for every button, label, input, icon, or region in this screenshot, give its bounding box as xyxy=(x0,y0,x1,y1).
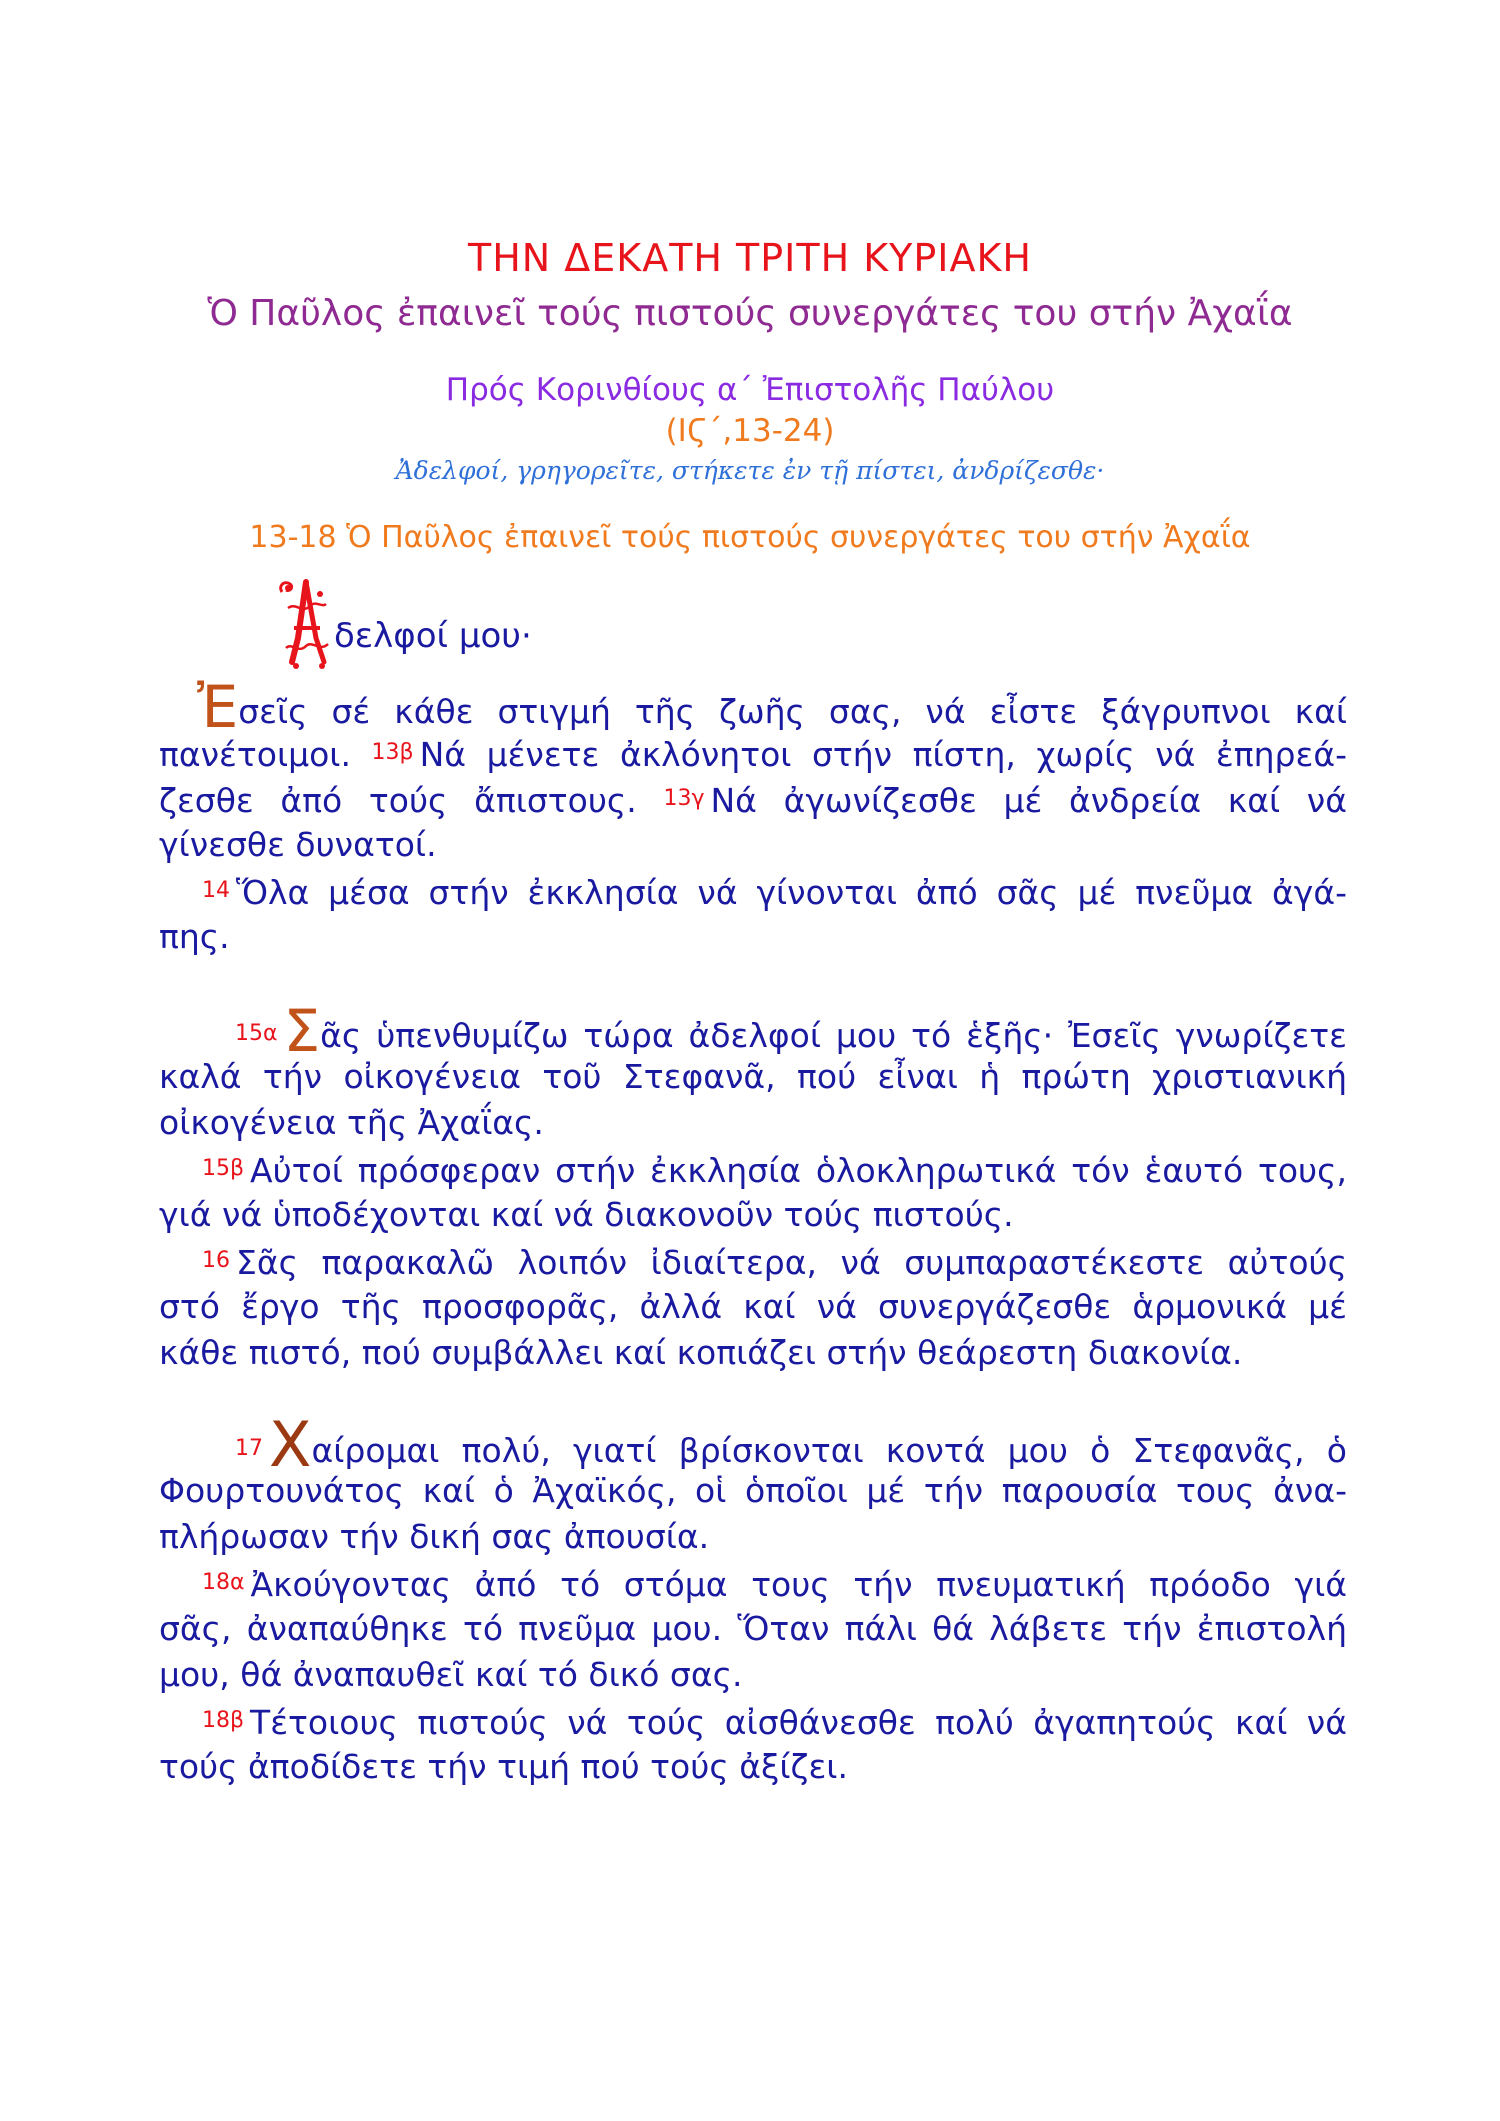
verse-number: 17 xyxy=(235,1436,263,1461)
text-line xyxy=(159,730,1347,776)
text-line xyxy=(159,776,1347,822)
text-line xyxy=(159,1408,1347,1481)
text-line xyxy=(159,1698,1347,1744)
line-text: ᾶς ὑπενθυμίζω τώρα ἀδελφοί μου τό ἑξῆς· Ἐσεῖς γνωρίζετε xyxy=(320,1016,1347,1055)
text-line: πλήρωσαν τήν δική σας ἀπουσία. xyxy=(159,1517,710,1556)
text-line: κάθε πιστό, πού συμβάλλει καί κοπιάζει στήν θεάρεστη διακονία. xyxy=(159,1333,1243,1372)
drop-cap: Χ xyxy=(269,1408,312,1481)
chapter-reference: (ΙϚ΄,13-24) xyxy=(665,413,835,449)
text-line: καλά τήν οἰκογένεια τοῦ Στεφανᾶ, πού εἶναι ἡ πρώτη χριστιανική xyxy=(159,1057,1347,1096)
text-line xyxy=(159,1560,1347,1606)
verse-number: 13β xyxy=(371,740,414,765)
page-title: ΤΗΝ ΔΕΚΑΤΗ ΤΡΙΤΗ ΚΥΡΙΑΚΗ xyxy=(467,236,1032,280)
section-heading: 13-18 Ὁ Παῦλος ἐπαινεῖ τούς πιστούς συνεργάτες του στήν Ἀχαΐα xyxy=(249,520,1251,555)
text-line: μου, θά ἀναπαυθεῖ καί τό δικό σας. xyxy=(159,1655,743,1694)
verse-number: 13γ xyxy=(663,786,705,811)
text-line: στό ἔργο τῆς προσφορᾶς, ἀλλά καί νά συνεργάζεσθε ἁρμονικά μέ xyxy=(159,1287,1347,1326)
page-subtitle: Ὁ Παῦλος ἐπαινεῖ τούς πιστούς συνεργάτες του στήν Ἀχαΐα xyxy=(207,293,1293,334)
line-text: Νά μένετε ἀκλόνητοι στήν πίστη, χωρίς νά ἐπηρεά- xyxy=(419,735,1347,774)
text-line: οἰκογένεια τῆς Ἀχαΐας. xyxy=(159,1103,544,1142)
epistle-name: Πρός Κορινθίους α΄ Ἐπιστολῆς Παύλου xyxy=(445,372,1055,408)
line-text: Ἀκούγοντας ἀπό τό στόμα τους τήν πνευματική πρόοδο γιά xyxy=(250,1565,1347,1604)
verse-number: 15β xyxy=(202,1156,245,1181)
text-line xyxy=(159,997,1347,1065)
line-text: Τέτοιους πιστούς νά τούς αἰσθάνεσθε πολύ ἀγαπητούς καί νά xyxy=(250,1703,1347,1742)
greeting-text: δελφοί μου· xyxy=(334,616,532,656)
text-line xyxy=(159,673,1347,741)
drop-cap: Σ xyxy=(283,997,321,1065)
text-line: Φουρτουνάτος καί ὁ Ἀχαϊκός, οἱ ὁποῖοι μέ τήν παρουσία τους ἀνα- xyxy=(159,1471,1347,1510)
text-line xyxy=(159,1238,1347,1284)
verse-number: 18α xyxy=(202,1570,245,1595)
line-text: ζεσθε ἀπό τούς ἄπιστους. xyxy=(159,781,637,820)
line-text: αίρομαι πολύ, γιατί βρίσκονται κοντά μου ὁ Στεφανᾶς, ὁ xyxy=(311,1431,1347,1470)
verse-number: 16 xyxy=(202,1248,230,1273)
text-line: σᾶς, ἀναπαύθηκε τό πνεῦμα μου. Ὅταν πάλι θά λάβετε τήν ἐπιστολή xyxy=(159,1609,1347,1648)
text-line xyxy=(159,868,1347,914)
paragraph-2 xyxy=(159,997,1347,1376)
text-line xyxy=(159,1146,1347,1192)
verse-quote: Ἀδελφοί, γρηγορεῖτε, στήκετε ἐν τῇ πίστει, ἀνδρίζεσθε· xyxy=(395,456,1105,485)
text-line: γίνεσθε δυνατοί. xyxy=(159,825,437,864)
line-text: πανέτοιμοι. xyxy=(159,735,351,774)
text-line: τούς ἀποδίδετε τήν τιμή πού τούς ἀξίζει. xyxy=(159,1747,848,1786)
illuminated-initial-icon xyxy=(276,578,332,670)
paragraph-1 xyxy=(159,673,1347,960)
line-text: Ὅλα μέσα στήν ἐκκλησία νά γίνονται ἀπό σᾶς μέ πνεῦμα ἀγά- xyxy=(236,873,1347,912)
line-text: Σᾶς παρακαλῶ λοιπόν ἰδιαίτερα, νά συμπαραστέκεστε αὐτούς xyxy=(236,1243,1347,1282)
line-text: Αὐτοί πρόσφεραν στήν ἐκκλησία ὁλοκληρωτικά τόν ἑαυτό τους, xyxy=(250,1151,1347,1190)
verse-number: 18β xyxy=(202,1708,245,1733)
text-line: πης. xyxy=(159,917,230,956)
drop-cap: Ἐ xyxy=(197,673,239,741)
verse-number: 15α xyxy=(235,1021,278,1046)
text-line: γιά νά ὑποδέχονται καί νά διακονοῦν τούς πιστούς. xyxy=(159,1195,1014,1234)
line-text: Νά ἀγωνίζεσθε μέ ἀνδρεία καί νά xyxy=(710,781,1347,820)
verse-number: 14 xyxy=(202,878,230,903)
line-text: σεῖς σέ κάθε στιγμή τῆς ζωῆς σας, νά εἶστε ξάγρυπνοι καί xyxy=(238,692,1347,731)
paragraph-3 xyxy=(159,1408,1347,1790)
